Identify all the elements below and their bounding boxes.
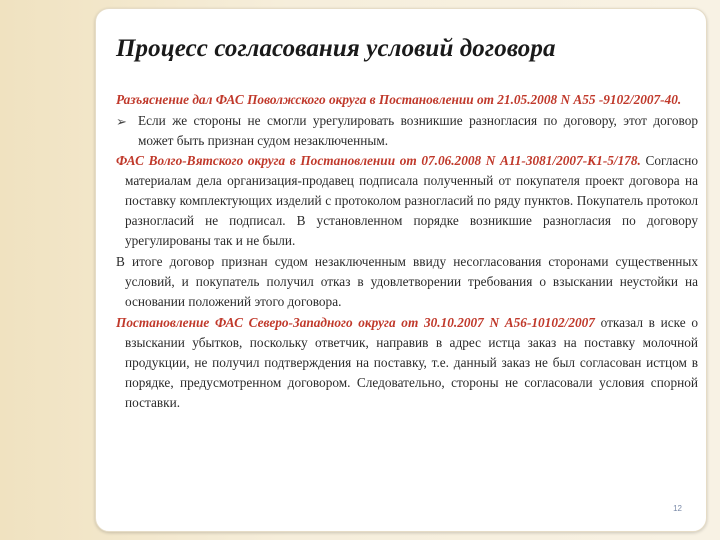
paragraph-2: Если же стороны не смогли урегулировать возникшие разногласия по договору, этот договор может быть признан судом незаключенным.	[138, 113, 698, 148]
paragraph-4: В итоге договор признан судом незаключенным ввиду несогласования сторонами существенных условий, и покупатель получил отказ в удовлетворении требования о взыскании неустойки на основании положений этого договора.	[116, 254, 698, 309]
court-reference: Постановление ФАС Северо-Западного округа от 30.10.2007 N А56-10102/2007	[116, 315, 595, 330]
court-reference: Разъяснение дал ФАС Поволжского округа в Постановлении от 21.05.2008 N А55 -9102/2007-40.	[116, 92, 682, 107]
paragraph-3	[116, 151, 698, 251]
arrowhead-bullet-icon: ➢	[116, 114, 127, 129]
court-reference: ФАС Волго-Вятского округа в Постановлении от 07.06.2008 N А11-3081/2007-К1-5/178.	[116, 153, 641, 168]
bullet-item	[116, 111, 698, 151]
page-number: 12	[673, 504, 682, 513]
paragraph-1	[116, 90, 698, 110]
slide-content	[116, 34, 698, 413]
slide-title: Процесс согласования условий договора	[116, 35, 556, 62]
paragraph-3-text: Согласно материалам дела организация-продавец подписала полученный от покупателя проект договора на поставку комплектующих изделий с протоколом разногласий по ряду пунктов. Покупатель протокол разногласий не подписал. В установленном порядке возникшие разногласия по договору урегулированы так и не были.	[125, 153, 698, 248]
paragraph-5-text: отказал в иске о взыскании убытков, поскольку ответчик, направив в адрес истца заказ на поставку молочной продукции, не получил подтверждения на поставку, т.е. данный заказ не был согласован истцом в порядке, предусмотренном договором. Следовательно, стороны не согласовали условия спорной поставки.	[125, 315, 699, 410]
paragraph-5	[116, 313, 698, 413]
